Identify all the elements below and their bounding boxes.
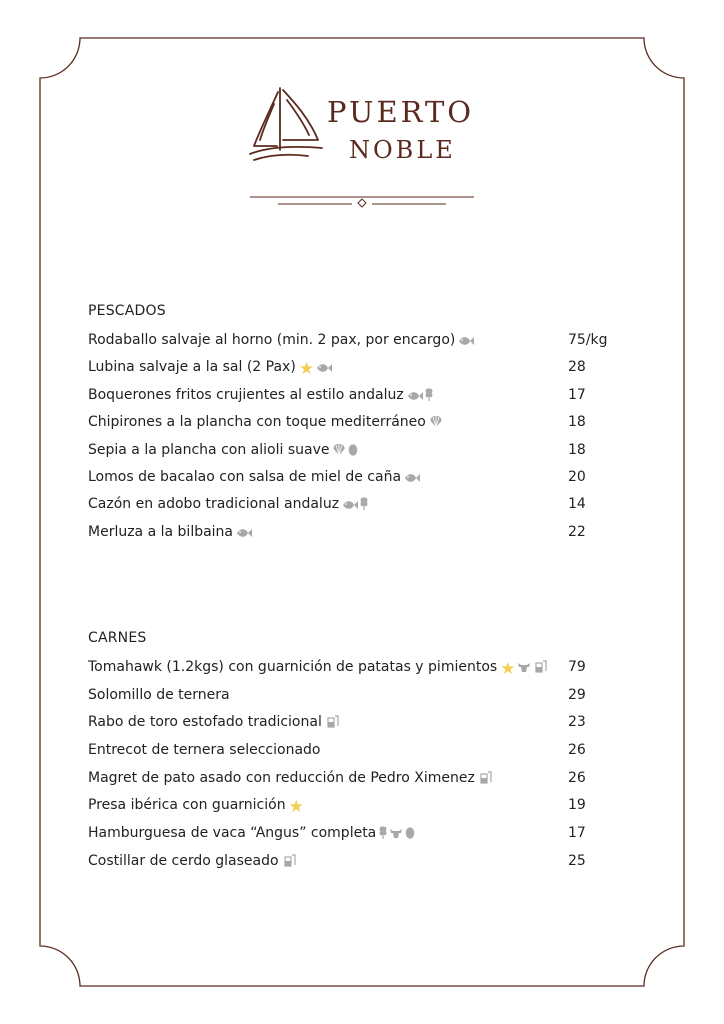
menu-item [88, 357, 628, 384]
menu-items [88, 330, 628, 549]
dish-name-text: Boquerones fritos crujientes al estilo andaluz [88, 386, 404, 403]
dish-name [88, 412, 445, 434]
dish-name [88, 712, 341, 734]
dish-name [88, 357, 334, 379]
menu-item [88, 851, 628, 879]
dish-name-text: Chipirones a la plancha con toque mediterráneo [88, 414, 426, 431]
fish-icon [316, 359, 332, 379]
dish-name [88, 522, 254, 544]
dish-name [88, 494, 370, 516]
star-icon: ★ [500, 659, 516, 679]
menu-item [88, 412, 628, 439]
dish-name [88, 467, 422, 489]
section-pescados [88, 301, 628, 549]
gluten-icon [379, 825, 387, 845]
ornamental-divider [248, 192, 476, 208]
dish-name [88, 851, 298, 873]
gluten-icon [360, 496, 368, 516]
dish-price: 29 [568, 686, 586, 703]
dish-price: 79 [568, 659, 586, 675]
menu-item [88, 740, 628, 768]
dish-name [88, 768, 494, 790]
dish-name [88, 385, 435, 407]
shellfish-icon [332, 442, 346, 462]
menu-item [88, 795, 628, 823]
dish-name-text: Presa ibérica con guarnición [88, 797, 286, 814]
sulphite-icon [533, 659, 547, 679]
menu-item [88, 440, 628, 467]
fish-icon [236, 524, 252, 544]
dish-name-text: Tomahawk (1.2kgs) con guarnición de patatas y pimientos [88, 659, 498, 675]
dish-name-text: Costillar de cerdo glaseado [88, 852, 279, 869]
dish-name [88, 823, 417, 845]
dish-price: 14 [568, 496, 586, 513]
egg-icon [405, 825, 415, 845]
menu-items [88, 657, 628, 879]
menu-item [88, 712, 628, 740]
dish-name-text: Rodaballo salvaje al horno (min. 2 pax, por encargo) [88, 332, 456, 348]
allergen-icons [342, 496, 370, 516]
allergen-icons [379, 825, 417, 845]
dish-price: 25 [568, 852, 586, 869]
dish-price: 75/kg [568, 332, 608, 348]
menu-item [88, 494, 628, 521]
menu-item [88, 685, 628, 713]
section-carnes [88, 628, 628, 879]
allergen-icons [236, 524, 254, 544]
shellfish-icon [429, 414, 443, 434]
dish-price: 18 [568, 441, 586, 458]
dish-name-text: Merluza a la bilbaina [88, 523, 234, 540]
dish-name-text: Lubina salvaje a la sal (2 Pax) [88, 359, 296, 376]
allergen-icons [404, 469, 422, 489]
menu-item [88, 522, 628, 549]
dish-price: 23 [568, 714, 586, 731]
dish-name [88, 330, 476, 352]
section-title: PESCADOS [88, 303, 166, 319]
dairy-icon [517, 659, 531, 679]
egg-icon [348, 442, 358, 462]
allergen-icons [325, 714, 341, 734]
menu-item [88, 385, 628, 412]
dish-price: 17 [568, 386, 586, 403]
dish-name-text: Magret de pato asado con reducción de Pedro Ximenez [88, 769, 475, 786]
dish-name-text: Solomillo de ternera [88, 686, 230, 703]
dish-name [88, 740, 320, 760]
dish-name-text: Lomos de bacalao con salsa de miel de caña [88, 468, 402, 485]
allergen-icons [429, 414, 445, 434]
dish-name [88, 795, 306, 817]
fish-icon [404, 469, 420, 489]
dish-price: 22 [568, 523, 586, 540]
dish-name-text: Cazón en adobo tradicional andaluz [88, 496, 340, 513]
dish-price: 17 [568, 825, 586, 842]
dish-name [88, 657, 549, 679]
dish-name-text: Rabo de toro estofado tradicional [88, 714, 322, 731]
sulphite-icon [478, 770, 492, 790]
dish-price: 28 [568, 359, 586, 376]
menu-item [88, 657, 628, 685]
dish-price: 19 [568, 797, 586, 814]
allergen-icons [458, 332, 476, 352]
dish-name-text: Hamburguesa de vaca “Angus” completa [88, 825, 377, 842]
brand-name-line2: NOBLE [349, 136, 456, 164]
fish-icon [407, 387, 423, 407]
allergen-icons [282, 853, 298, 873]
dish-name-text: Entrecot de ternera seleccionado [88, 742, 321, 759]
brand-name-line1: PUERTO [327, 95, 475, 129]
star-icon: ★ [288, 797, 304, 818]
section-title: CARNES [88, 630, 147, 646]
dish-name-text: Sepia a la plancha con alioli suave [88, 441, 330, 458]
menu-item [88, 467, 628, 494]
sulphite-icon [325, 714, 339, 734]
dish-name [88, 685, 230, 705]
dairy-icon [389, 825, 403, 845]
fish-icon [458, 332, 474, 352]
allergen-icons [289, 797, 306, 817]
menu-item [88, 768, 628, 796]
dish-name [88, 440, 360, 462]
allergen-icons [332, 442, 360, 462]
allergen-icons [407, 387, 435, 407]
sulphite-icon [282, 853, 296, 873]
menu-item [88, 823, 628, 851]
dish-price: 26 [568, 769, 586, 786]
gluten-icon [425, 387, 433, 407]
fish-icon [342, 496, 358, 516]
dish-price: 18 [568, 414, 586, 431]
menu-item [88, 330, 628, 357]
allergen-icons [299, 359, 334, 379]
dish-price: 26 [568, 742, 586, 759]
allergen-icons [500, 659, 549, 679]
dish-price: 20 [568, 468, 586, 485]
allergen-icons [478, 770, 494, 790]
star-icon: ★ [298, 359, 315, 380]
